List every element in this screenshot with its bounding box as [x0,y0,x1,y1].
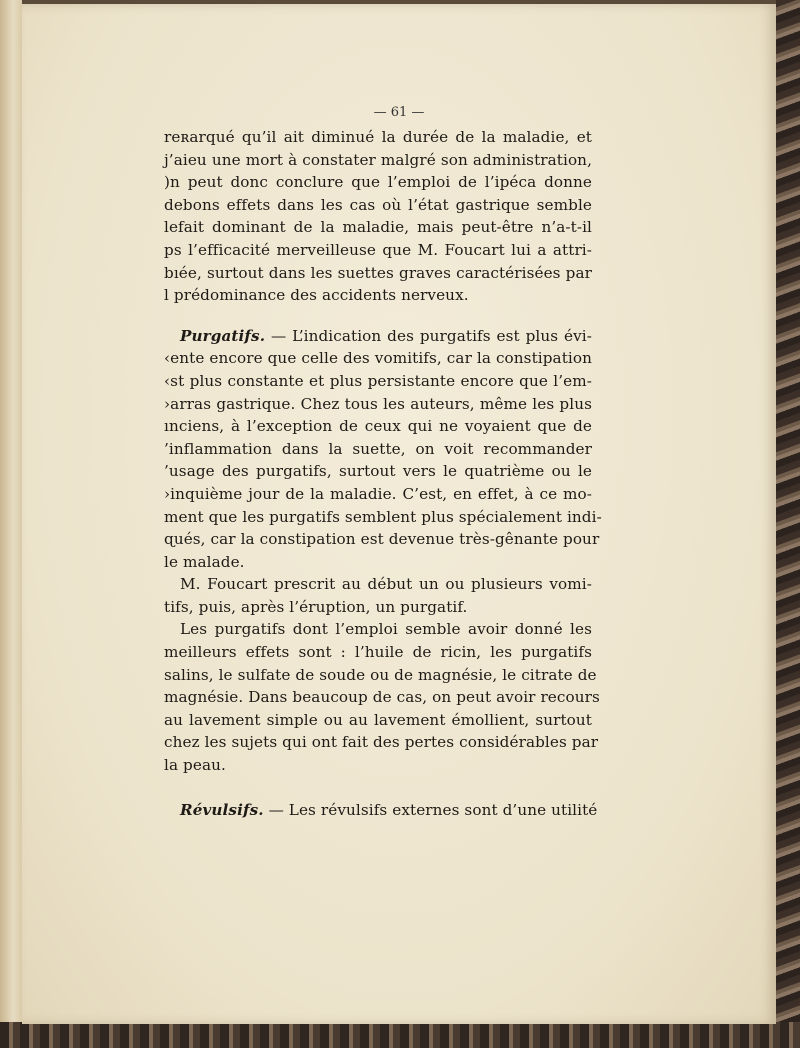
text-line: ›inquième jour de la maladie. C’est, en effet, à ce mo- [164,484,592,503]
text-line: salins, le sulfate de soude ou de magnésie, le citrate de [164,665,597,684]
text-line: ’usage des purgatifs, surtout vers le quatrième ou le [164,462,592,481]
paragraph-foucart [164,573,592,618]
paragraph-revulsifs [164,799,598,822]
section-heading-purgatifs: Purgatifs. [180,326,266,345]
text-line: ‹st plus constante et plus persistante encore que l’em- [164,371,592,390]
marbled-bottom-edge [0,1022,800,1048]
paragraph-les-purgatifs [164,618,600,776]
text-line: magnésie. Dans beaucoup de cas, on peut avoir recours [164,688,600,707]
text-line: ınciens, à l’exception de ceux qui ne voyaient que de [164,417,592,436]
text-line: reʀarqué qu’il ait diminué la durée de la maladie, et [164,128,592,146]
text-line [164,799,598,822]
text-line: la peau. [164,756,226,775]
text-run: — Les révulsifs externes sont d’une utilité [268,800,598,819]
paragraph-purgatifs [164,325,602,574]
page-number: — 61 — [373,105,425,120]
text-line: ’inflammation dans la suette, on voit recommander [164,439,592,458]
paragraph-ipeca [164,126,592,307]
text-line: lefait dominant de la maladie, mais peut-être n’a-t-il [164,218,592,237]
text-line: l prédominance des accidents nerveux. [164,286,469,305]
text-line: )n peut donc conclure que l’emploi de l’ipéca donne [164,173,592,192]
text-line [164,325,592,348]
text-line: ps l’efficacité merveilleuse que M. Foucart lui a attri- [164,240,592,259]
text-line: ›arras gastrique. Chez tous les auteurs, même les plus [164,394,592,413]
text-line: ment que les purgatifs semblent plus spécialement indi- [164,507,602,526]
text-line: ‹ente encore que celle des vomitifs, car la constipation [164,349,592,368]
text-line: au lavement simple ou au lavement émollient, surtout [164,710,592,729]
text-line: M. Foucart prescrit au début un ou plusieurs vomi- [180,575,592,594]
marbled-cover-edge [776,0,800,1048]
page-body [164,126,602,821]
text-line: j’aieu une mort à constater malgré son administration, [164,150,592,169]
text-line: chez les sujets qui ont fait des pertes considérables par [164,733,599,752]
section-heading-revulsifs: Révulsifs. [180,800,264,819]
text-line: tifs, puis, après l’éruption, un purgatif. [164,597,468,616]
book-binding [0,0,22,1048]
text-line: debons effets dans les cas où l’état gastrique semble [164,195,592,214]
text-line: le malade. [164,552,245,571]
text-line: meilleurs effets sont : l’huile de ricin, les purgatifs [164,643,592,662]
text-line: bıée, surtout dans les suettes graves caractérisées par [164,263,592,282]
text-line: ɋués, car la constipation est devenue très-gênante pour [164,530,600,549]
text-line: Les purgatifs dont l’emploi semble avoir donné les [180,620,592,639]
text-run: — L’indication des purgatifs est plus évi- [270,326,592,345]
